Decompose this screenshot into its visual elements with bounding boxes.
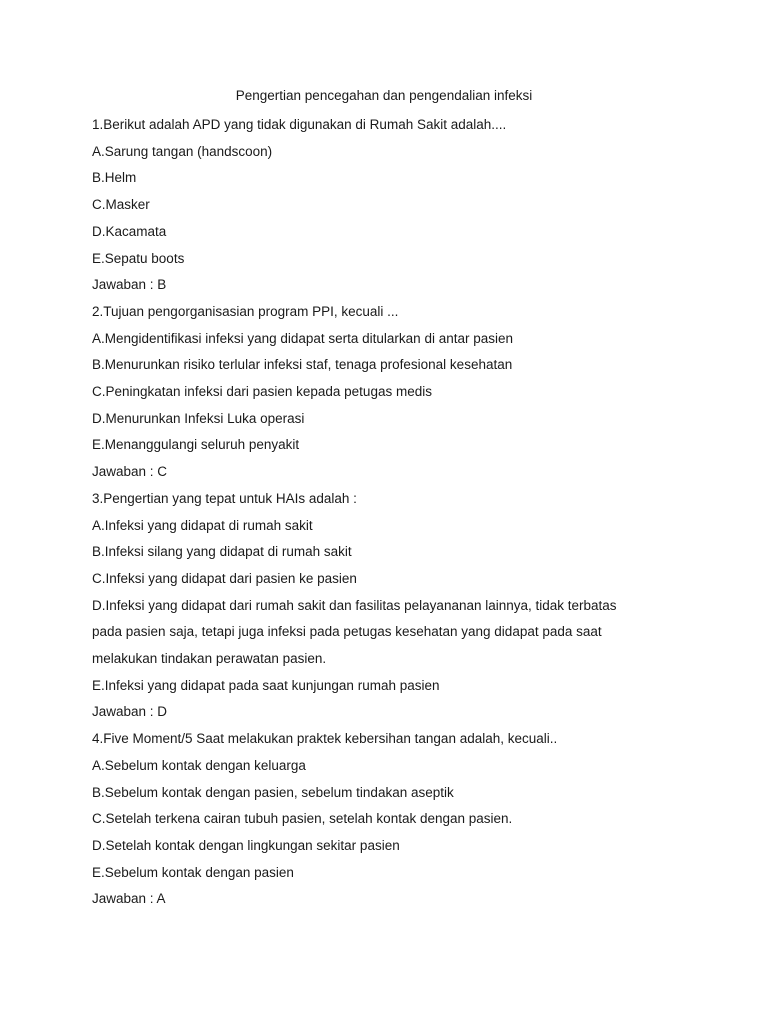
question-2-option-b: B.Menurunkan risiko terlular infeksi staf, tenaga profesional kesehatan bbox=[92, 357, 513, 373]
question-1-option-b: B.Helm bbox=[92, 170, 137, 186]
question-3-option-d-cont: pada pasien saja, tetapi juga infeksi pada petugas kesehatan yang didapat pada saat bbox=[92, 624, 602, 640]
question-3-answer: Jawaban : D bbox=[92, 704, 168, 720]
question-3-option-b: B.Infeksi silang yang didapat di rumah sakit bbox=[92, 544, 352, 560]
document-body bbox=[92, 112, 692, 913]
question-3-text: 3.Pengertian yang tepat untuk HAIs adalah : bbox=[92, 490, 357, 506]
question-2-option-c: C.Peningkatan infeksi dari pasien kepada petugas medis bbox=[92, 384, 432, 400]
document-title: Pengertian pencegahan dan pengendalian infeksi bbox=[235, 88, 533, 103]
question-4-option-a: A.Sebelum kontak dengan keluarga bbox=[92, 757, 306, 773]
question-3-option-c: C.Infeksi yang didapat dari pasien ke pasien bbox=[92, 570, 357, 586]
question-1-option-a: A.Sarung tangan (handscoon) bbox=[92, 143, 273, 159]
question-1-answer: Jawaban : B bbox=[92, 277, 167, 293]
question-4-option-d: D.Setelah kontak dengan lingkungan sekitar pasien bbox=[92, 837, 400, 853]
question-3-option-a: A.Infeksi yang didapat di rumah sakit bbox=[92, 517, 313, 533]
question-4-text: 4.Five Moment/5 Saat melakukan praktek kebersihan tangan adalah, kecuali.. bbox=[92, 731, 558, 747]
question-2-option-e: E.Menanggulangi seluruh penyakit bbox=[92, 437, 300, 453]
question-3-option-d: D.Infeksi yang didapat dari rumah sakit dan fasilitas pelayananan lainnya, tidak terbatas bbox=[92, 597, 617, 613]
question-1-option-c: C.Masker bbox=[92, 197, 150, 213]
question-2-option-d: D.Menurunkan Infeksi Luka operasi bbox=[92, 410, 305, 426]
question-2-option-a: A.Mengidentifikasi infeksi yang didapat serta ditularkan di antar pasien bbox=[92, 330, 513, 346]
question-4-option-b: B.Sebelum kontak dengan pasien, sebelum tindakan aseptik bbox=[92, 784, 454, 800]
question-4-option-c: C.Setelah terkena cairan tubuh pasien, setelah kontak dengan pasien. bbox=[92, 811, 513, 827]
question-1-option-d: D.Kacamata bbox=[92, 223, 167, 239]
question-2-text: 2.Tujuan pengorganisasian program PPI, kecuali ... bbox=[92, 303, 399, 319]
question-1-option-e: E.Sepatu boots bbox=[92, 250, 185, 266]
question-3-option-d-cont: melakukan tindakan perawatan pasien. bbox=[92, 651, 327, 667]
question-4-answer: Jawaban : A bbox=[92, 891, 166, 907]
question-2-answer: Jawaban : C bbox=[92, 464, 168, 480]
question-3-option-e: E.Infeksi yang didapat pada saat kunjungan rumah pasien bbox=[92, 677, 440, 693]
question-4-option-e: E.Sebelum kontak dengan pasien bbox=[92, 864, 294, 880]
question-1-text: 1.Berikut adalah APD yang tidak digunakan di Rumah Sakit adalah.... bbox=[92, 117, 507, 132]
